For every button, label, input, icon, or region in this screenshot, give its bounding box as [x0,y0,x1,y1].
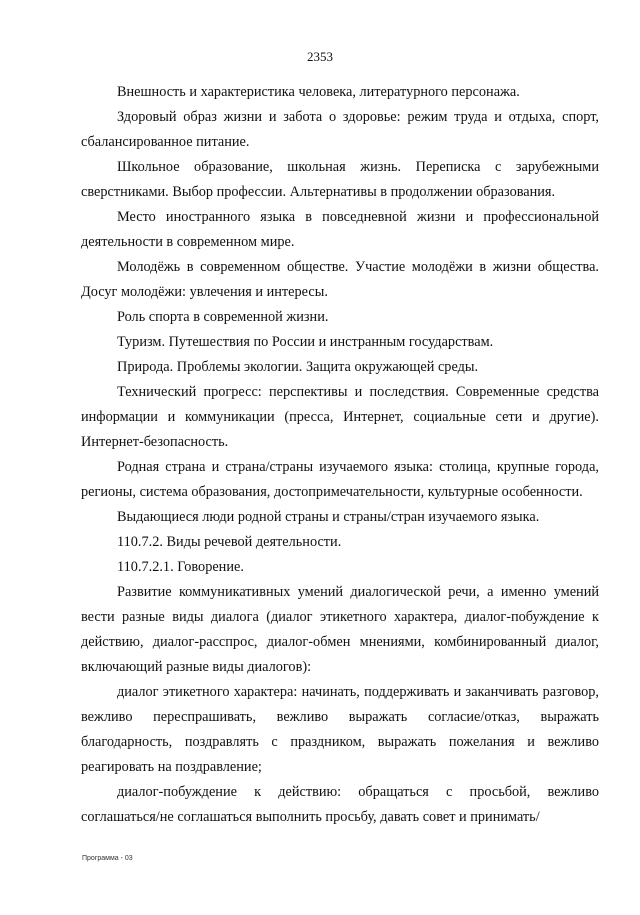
page-number: 2353 [307,49,333,64]
document-body [81,80,599,830]
paragraph: Развитие коммуникативных умений диалогической речи, а именно умений вести разные виды диалога (диалог этикетного характера, диалог-побуждение к действию, диалог-расспрос, диалог-обмен мнениями, комбинированный диалог, включающий разные виды диалогов): [81,584,599,675]
paragraph: диалог этикетного характера: начинать, поддерживать и заканчивать разговор, вежливо переспрашивать, вежливо выражать согласие/отказ, выражать благодарность, поздравлять с праздником, выражать пожелания и вежливо реагировать на поздравление; [81,684,599,775]
paragraph: Туризм. Путешествия по России и инстранным государствам. [117,334,494,350]
subsection-heading: 110.7.2.1. Говорение. [117,559,244,575]
paragraph: Роль спорта в современной жизни. [117,309,329,325]
paragraph: Родная страна и страна/страны изучаемого языка: столица, крупные города, регионы, система образования, достопримечательности, культурные особенности. [81,459,599,500]
page-footer: Программа - 03 [82,855,133,862]
paragraph: Молодёжь в современном обществе. Участие молодёжи в жизни общества. Досуг молодёжи: увлечения и интересы. [81,259,599,300]
paragraph: диалог-побуждение к действию: обращаться с просьбой, вежливо соглашаться/не соглашаться выполнить просьбу, давать совет и принимать/ [81,784,599,825]
paragraph: Школьное образование, школьная жизнь. Переписка с зарубежными сверстниками. Выбор профессии. Альтернативы в продолжении образования. [81,159,599,200]
paragraph: Природа. Проблемы экологии. Защита окружающей среды. [117,359,479,375]
paragraph: Технический прогресс: перспективы и последствия. Современные средства информации и коммуникации (пресса, Интернет, социальные сети и другие). Интернет-безопасность. [81,384,599,450]
section-heading: 110.7.2. Виды речевой деятельности. [117,534,342,550]
paragraph: Место иностранного языка в повседневной жизни и профессиональной деятельности в современном мире. [81,209,599,250]
paragraph: Здоровый образ жизни и забота о здоровье: режим труда и отдыха, спорт, сбалансированное питание. [81,109,599,150]
paragraph: Внешность и характеристика человека, литературного персонажа. [117,84,520,100]
paragraph: Выдающиеся люди родной страны и страны/стран изучаемого языка. [117,509,540,525]
